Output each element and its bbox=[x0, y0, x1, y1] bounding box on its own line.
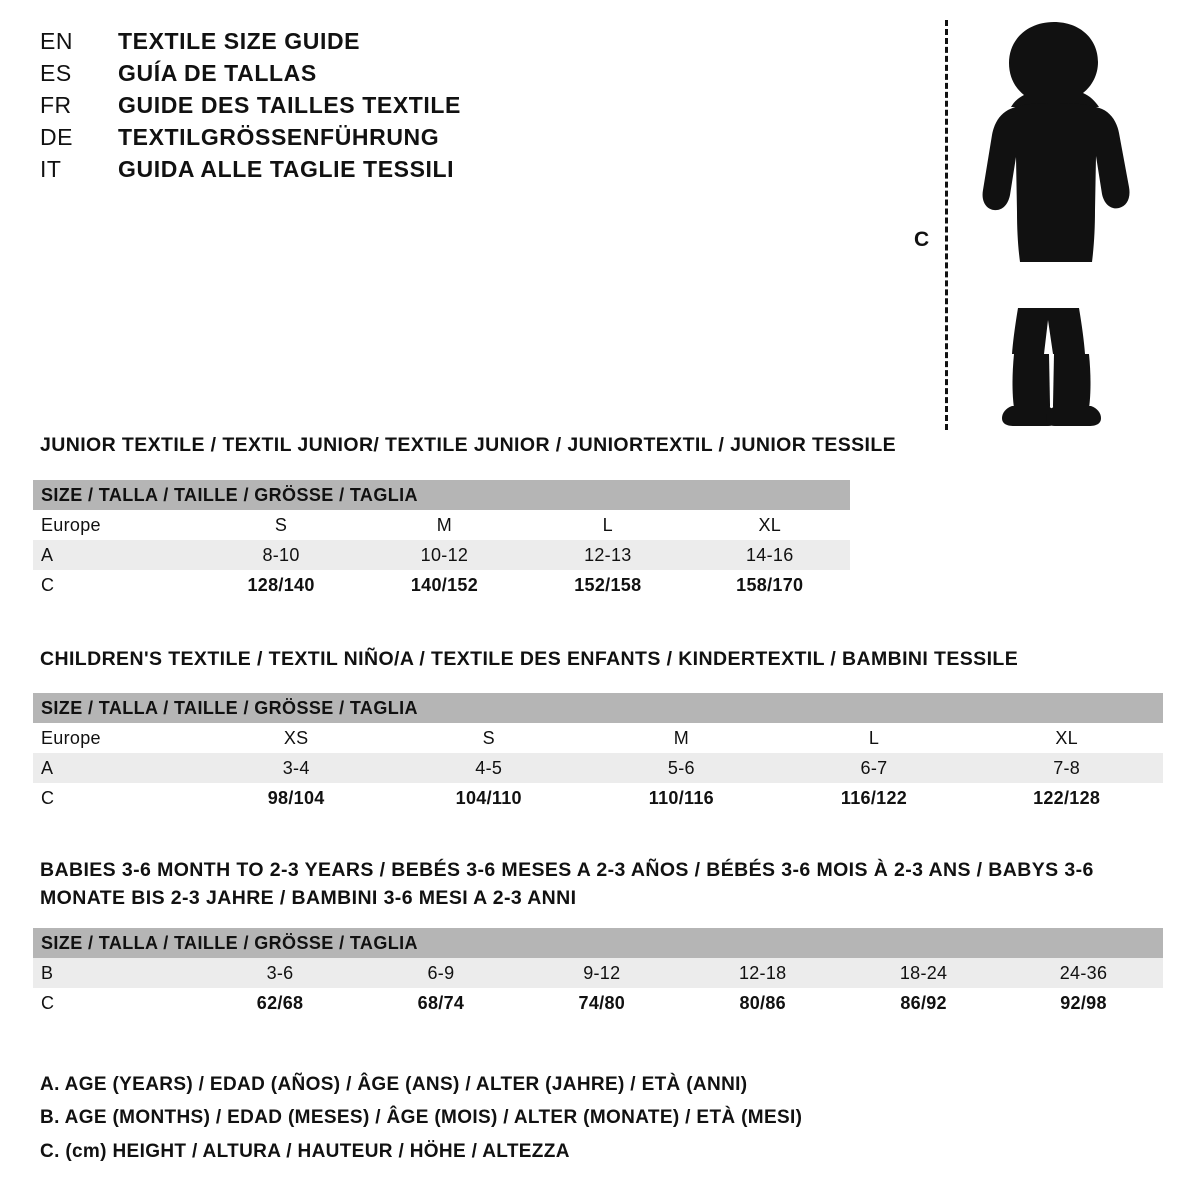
col-header-xs: XS bbox=[283, 727, 309, 748]
table-row bbox=[33, 958, 1163, 988]
row-label-c: C bbox=[41, 787, 55, 808]
table-row bbox=[33, 988, 1163, 1018]
section-title-children: CHILDREN'S TEXTILE / TEXTIL NIÑO/A / TEXTILE DES ENFANTS / KINDERTEXTIL / BAMBINI TESSILE bbox=[40, 648, 1019, 670]
cell-c-m: 110/116 bbox=[648, 787, 714, 808]
header-row bbox=[40, 28, 860, 55]
cell-a-m: 10-12 bbox=[420, 544, 469, 565]
cell-b-3-6: 3-6 bbox=[266, 962, 294, 983]
language-header bbox=[40, 28, 860, 188]
cell-c-9-12: 74/80 bbox=[578, 992, 626, 1013]
cell-a-s: 8-10 bbox=[262, 544, 300, 565]
header-text-es: GUÍA DE TALLAS bbox=[118, 60, 317, 86]
cell-c-24-36: 92/98 bbox=[1060, 992, 1107, 1013]
legend bbox=[40, 1068, 802, 1168]
cell-c-l: 116/122 bbox=[840, 787, 908, 808]
cell-b-12-18: 12-18 bbox=[738, 962, 787, 983]
table-row bbox=[33, 783, 1163, 813]
header-row bbox=[40, 92, 860, 119]
cell-c-12-18: 80/86 bbox=[739, 992, 786, 1013]
cell-c-xl: 158/170 bbox=[736, 574, 804, 595]
col-header-m: M bbox=[436, 514, 453, 535]
header-row bbox=[40, 60, 860, 87]
cell-c-6-9: 68/74 bbox=[417, 992, 465, 1013]
row-label-c: C bbox=[41, 992, 55, 1013]
height-dashed-line bbox=[945, 20, 948, 430]
col-header-l: L bbox=[868, 727, 880, 748]
header-row bbox=[40, 124, 860, 151]
row-label-c: C bbox=[41, 574, 55, 595]
cell-c-xl: 122/128 bbox=[1033, 787, 1101, 808]
row-header-europe: Europe bbox=[41, 727, 101, 748]
table-band-row bbox=[33, 928, 1163, 958]
cell-a-s: 4-5 bbox=[475, 757, 503, 778]
table-children bbox=[33, 693, 1163, 813]
header-text-en: TEXTILE SIZE GUIDE bbox=[118, 28, 361, 54]
cell-a-l: 12-13 bbox=[584, 544, 632, 565]
cell-a-l: 6-7 bbox=[860, 757, 888, 778]
header-lang-es: ES bbox=[40, 60, 72, 86]
col-header-m: M bbox=[673, 727, 690, 748]
row-header-europe: Europe bbox=[41, 514, 101, 535]
cell-b-6-9: 6-9 bbox=[427, 962, 455, 983]
cell-b-24-36: 24-36 bbox=[1059, 962, 1108, 983]
cell-c-xs: 98/104 bbox=[267, 787, 325, 808]
table-junior bbox=[33, 480, 850, 600]
cell-c-s: 104/110 bbox=[455, 787, 522, 808]
cell-b-9-12: 9-12 bbox=[583, 962, 621, 983]
cell-a-xs: 3-4 bbox=[282, 757, 310, 778]
child-silhouette-icon bbox=[950, 18, 1150, 433]
cell-c-s: 128/140 bbox=[247, 574, 315, 595]
section-title-junior: JUNIOR TEXTILE / TEXTIL JUNIOR/ TEXTILE JUNIOR / JUNIORTEXTIL / JUNIOR TESSILE bbox=[40, 434, 897, 456]
header-lang-en: EN bbox=[40, 28, 73, 54]
band-label-junior: SIZE / TALLA / TAILLE / GRÖSSE / TAGLIA bbox=[33, 480, 850, 510]
header-text-de: TEXTILGRÖSSENFÜHRUNG bbox=[118, 124, 440, 150]
table-row bbox=[33, 570, 850, 600]
table-row bbox=[33, 753, 1163, 783]
band-label-babies: SIZE / TALLA / TAILLE / GRÖSSE / TAGLIA bbox=[33, 928, 1163, 958]
col-header-l: L bbox=[602, 514, 613, 535]
height-measure-label: C bbox=[914, 228, 930, 251]
table-band-row bbox=[33, 693, 1163, 723]
table-row bbox=[33, 510, 850, 540]
table-babies bbox=[33, 928, 1163, 1018]
header-lang-de: DE bbox=[40, 124, 73, 150]
header-text-it: GUIDA ALLE TAGLIE TESSILI bbox=[118, 156, 455, 182]
legend-item-a: A. AGE (YEARS) / EDAD (AÑOS) / ÂGE (ANS) / ALTER (JAHRE) / ETÀ (ANNI) bbox=[40, 1074, 748, 1095]
col-header-xl: XL bbox=[758, 514, 782, 535]
cell-a-m: 5-6 bbox=[667, 757, 695, 778]
cell-a-xl: 14-16 bbox=[745, 544, 794, 565]
header-row bbox=[40, 156, 860, 183]
cell-c-m: 140/152 bbox=[410, 574, 479, 595]
col-header-xl: XL bbox=[1055, 727, 1078, 748]
band-label-children: SIZE / TALLA / TAILLE / GRÖSSE / TAGLIA bbox=[33, 693, 1163, 723]
row-label-a: A bbox=[41, 544, 54, 565]
row-label-b: B bbox=[41, 962, 54, 983]
row-label-a: A bbox=[41, 757, 54, 778]
table-row bbox=[33, 540, 850, 570]
col-header-s: S bbox=[482, 727, 495, 748]
section-title-babies: BABIES 3-6 MONTH TO 2-3 YEARS / BEBÉS 3-6 MESES A 2-3 AÑOS / BÉBÉS 3-6 MOIS À 2-3 ANS / BABYS 3-6 MONATE BIS 2-3 JAHRE / BAMBINI 3-6 MESI A 2-3 ANNI bbox=[40, 859, 1094, 910]
cell-c-18-24: 86/92 bbox=[900, 992, 947, 1013]
cell-b-18-24: 18-24 bbox=[899, 962, 948, 983]
height-figure bbox=[900, 10, 1170, 430]
cell-c-l: 152/158 bbox=[574, 574, 642, 595]
legend-item-c: C. (cm) HEIGHT / ALTURA / HAUTEUR / HÖHE / ALTEZZA bbox=[40, 1140, 570, 1162]
col-header-s: S bbox=[274, 514, 288, 535]
header-text-fr: GUIDE DES TAILLES TEXTILE bbox=[118, 92, 461, 118]
table-row bbox=[33, 723, 1163, 753]
table-band-row bbox=[33, 480, 850, 510]
header-lang-fr: FR bbox=[40, 92, 72, 118]
header-lang-it: IT bbox=[40, 156, 62, 182]
cell-c-3-6: 62/68 bbox=[256, 992, 304, 1013]
legend-item-b: B. AGE (MONTHS) / EDAD (MESES) / ÂGE (MOIS) / ALTER (MONATE) / ETÀ (MESI) bbox=[40, 1107, 803, 1129]
cell-a-xl: 7-8 bbox=[1053, 757, 1081, 778]
